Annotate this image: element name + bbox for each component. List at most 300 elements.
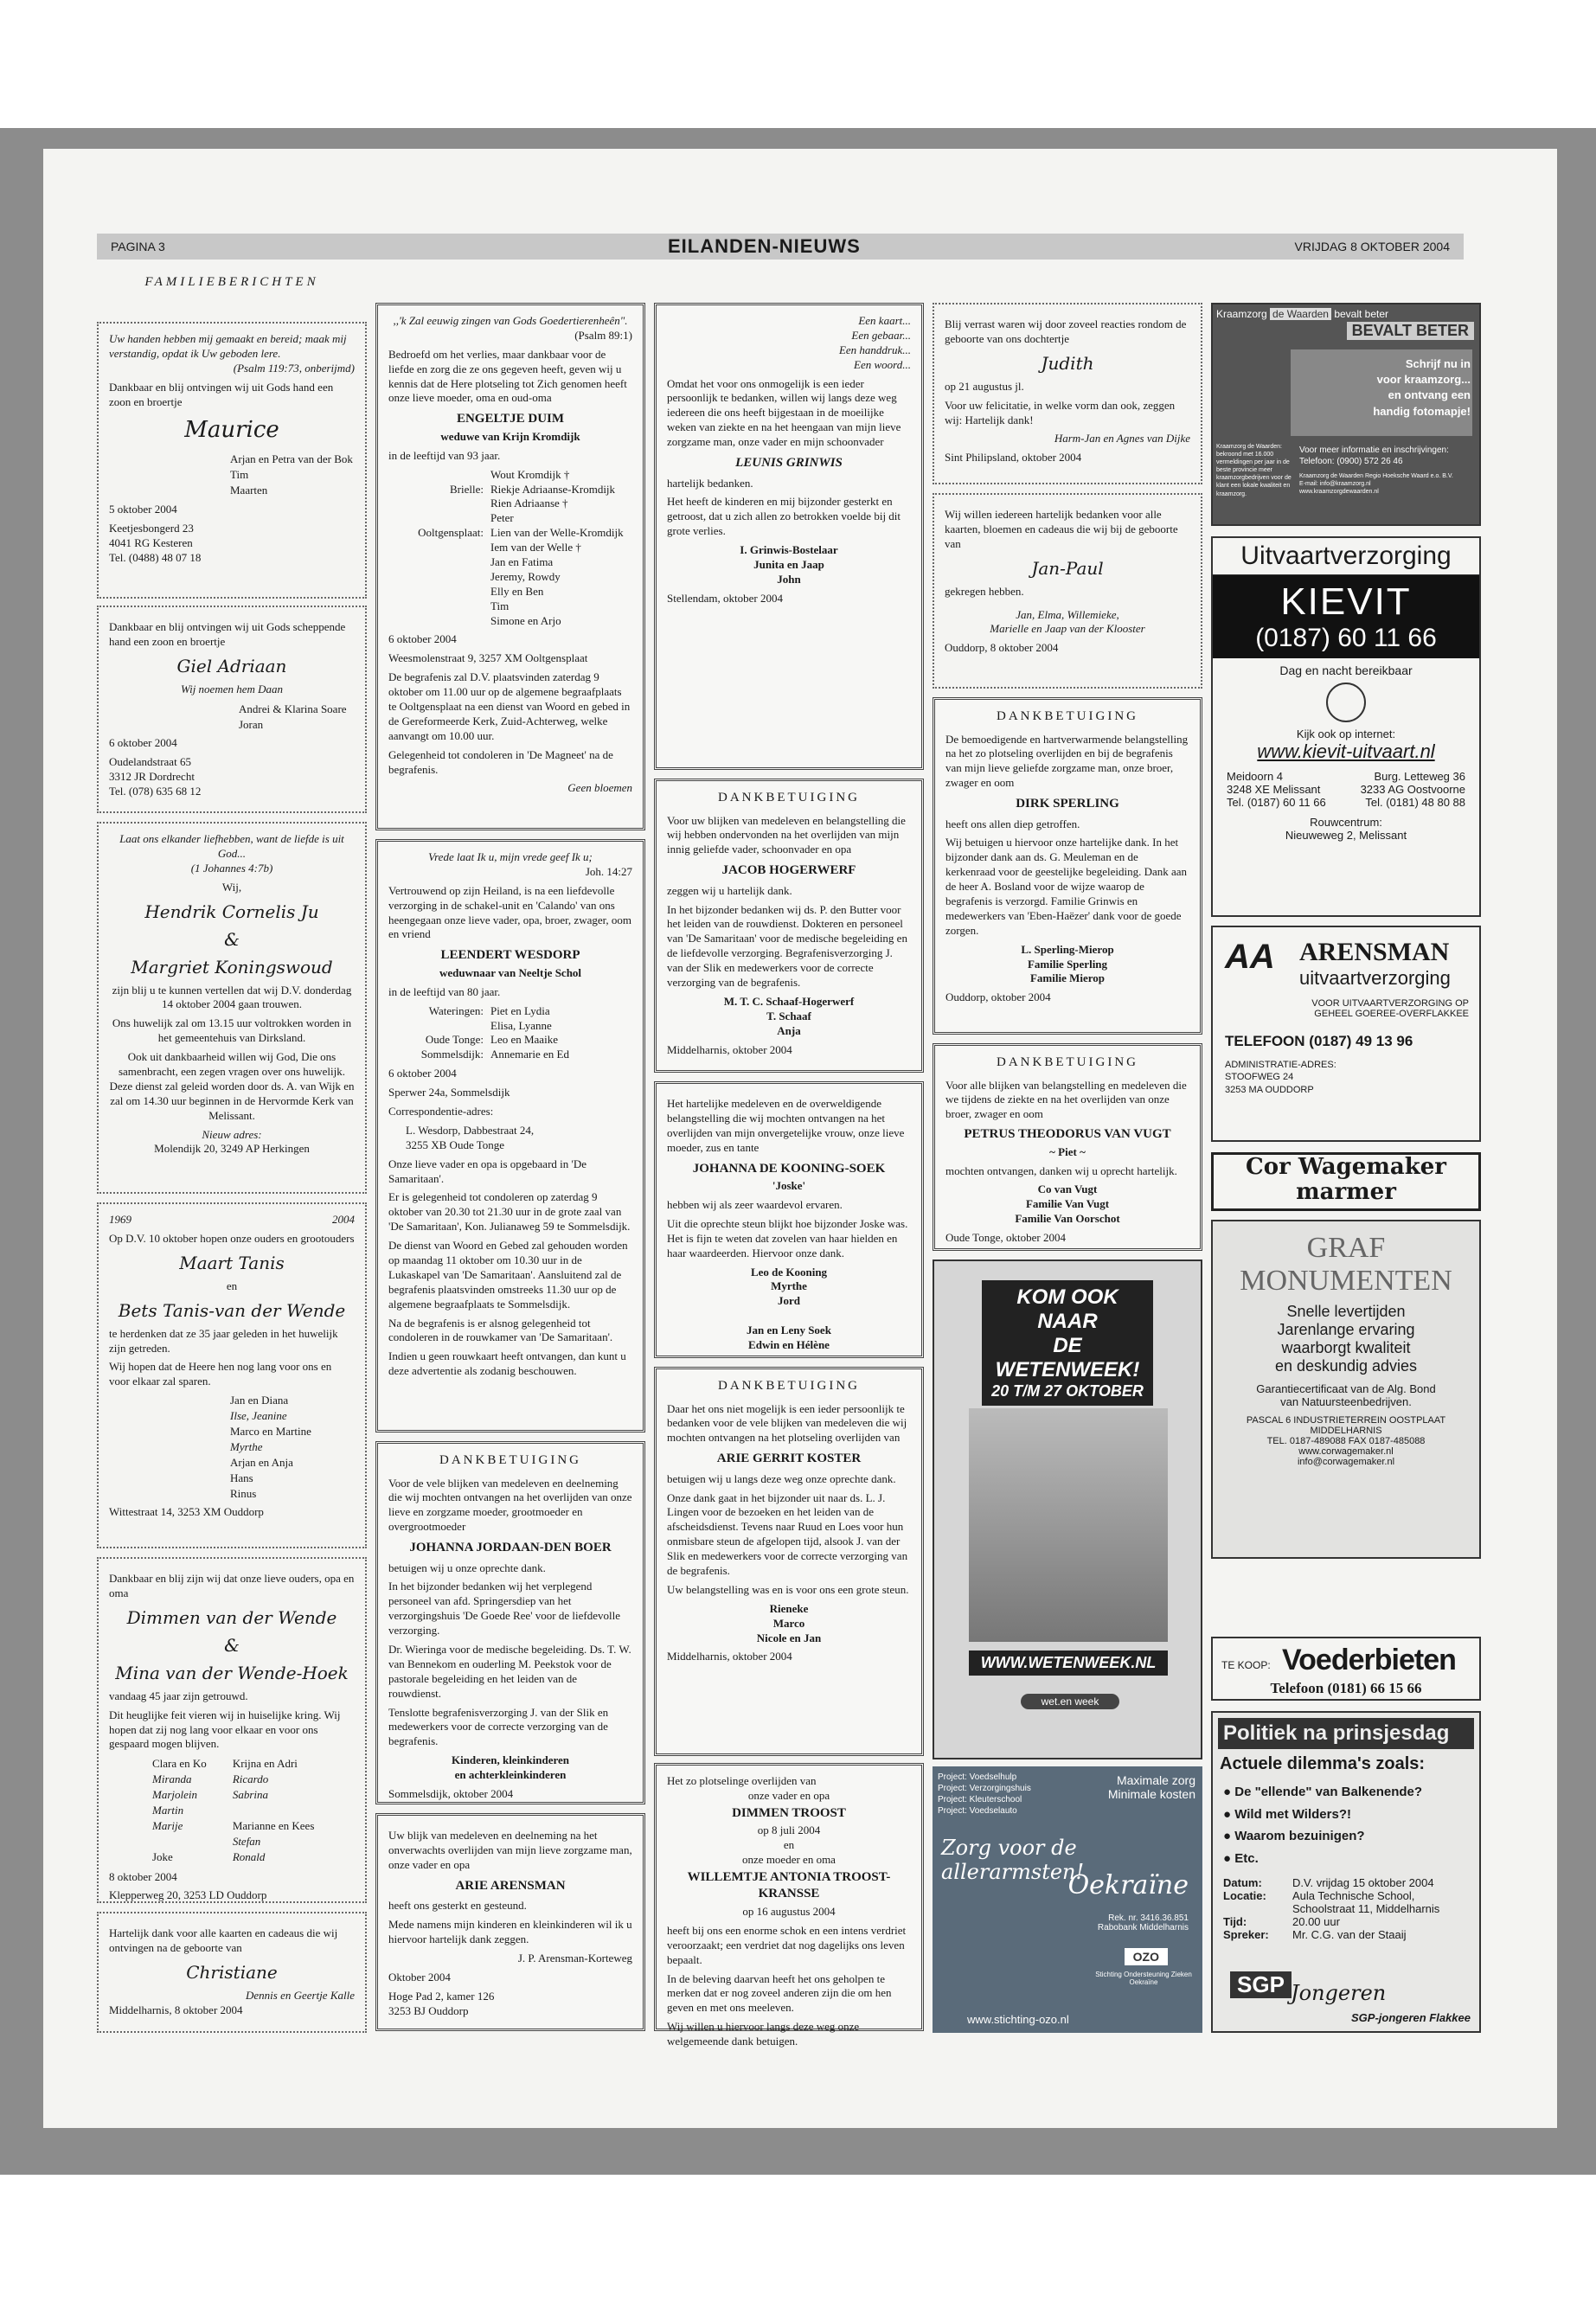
family-place (388, 570, 490, 585)
arensman-address (1225, 1059, 1336, 1096)
arensman-tel: TELEFOON (0187) 49 13 96 (1225, 1033, 1413, 1049)
address-line: Tel. (078) 635 68 12 (109, 785, 202, 798)
conjunction: en (783, 1838, 795, 1852)
bullet-icon: ● (1223, 1850, 1235, 1866)
ad-kraamzorg (1211, 303, 1481, 526)
notice-text: zeggen wij u hartelijk dank. (667, 883, 792, 897)
anniversary-notice-wende (97, 1557, 367, 1903)
family-row (388, 570, 632, 585)
graf-title: GRAF (1306, 1232, 1386, 1264)
kievit-name: KIEVIT (1280, 580, 1412, 623)
signature: I. Grinwis-Bostelaar (740, 543, 838, 557)
info-small: Kraamzorg de Waarden Regio Hoeksche Waard e.o. B.V. (1299, 473, 1453, 479)
deceased-name: ARIE ARENSMAN (455, 1878, 566, 1893)
arensman-name: ARENSMAN (1299, 938, 1450, 966)
family-member: Peter (490, 511, 514, 525)
sgp-details (1223, 1876, 1469, 1941)
nickname: 'Joske' (772, 1179, 806, 1193)
notice-text: heeft ons allen diep getroffen. (945, 817, 1080, 830)
notice-text: Het heeft de kinderen en mij bijzonder gesterkt en getroost, dat u zich allen zo betrokken voelde bij dit grote verlies. (667, 495, 901, 538)
notice-title: DANKBETUIGING (439, 1453, 581, 1467)
address-line: Burg. Letteweg 36 (1374, 770, 1465, 783)
kievit-rouw-addr: Nieuweweg 2, Melissant (1285, 829, 1407, 842)
deceased-sub: weduwnaar van Neeltje Schol (439, 965, 582, 979)
family-member: Wout Kromdijk † (490, 467, 570, 481)
sgp-detail-row (1223, 1902, 1469, 1915)
family-list (230, 1394, 355, 1501)
info-web: www.kraamzorgdewaarden.nl (1299, 489, 1379, 496)
info-line: Voor meer informatie en inschrijvingen: (1299, 445, 1449, 455)
detail-value: Schoolstraat 11, Middelharnis (1292, 1902, 1440, 1915)
notice-text: hartelijk bedanken. (667, 476, 753, 490)
bible-ref: (1 Johannes 4:7b) (190, 861, 273, 875)
graf-tag: waarborgt kwaliteit (1281, 1339, 1411, 1356)
family-grid (152, 1756, 355, 1865)
notice-footer: Middelharnis, oktober 2004 (667, 1650, 792, 1663)
slogan-line: Maximale zorg (1116, 1773, 1195, 1787)
family-member: Lien van der Welle-Kromdijk (490, 526, 624, 540)
kievit-phone: (0187) 60 11 66 (1255, 624, 1437, 652)
family-place (388, 555, 490, 570)
family-member: Stefan (232, 1834, 261, 1848)
notice-text: Uit die oprechte steun blijkt hoe bijzonder Joske was. Het is fijn te weten dat zovelen van haar hielden en haar waardeerden. Hiervoor onze dank. (667, 1216, 908, 1259)
sgp-item (1223, 1825, 1469, 1848)
notice-text: Na de begrafenis is er alsnog gelegenheid tot condoleren in de rouwkamer van 'De Samaritaan'. (388, 1316, 613, 1344)
family-member: Marco en Martine (230, 1425, 311, 1439)
notice-text: Indien u geen rouwkaart heeft ontvangen, dan kunt u deze advertentie als zodanig beschouwen. (388, 1349, 626, 1378)
sgp-item (1223, 1781, 1469, 1804)
notice-text: betuigen wij u langs deze weg onze oprechte dank. (667, 1471, 896, 1485)
notice-text: Dit heuglijke feit vieren wij in huiselijke kring. Wij hopen dat zij nog lang voor elkaar en voor ons gespaard mogen blijven. (109, 1708, 341, 1751)
family-place: Oude Tonge: (425, 1033, 484, 1047)
notice-text: Voor uw blijken van medeleven en belangstelling die wij hebben ondervonden na het overlijden van mijn innig geliefde vader, schoonvader en opa (667, 813, 906, 856)
family-list (230, 452, 355, 498)
notice-intro: Hartelijk dank voor alle kaarten en cadeaus die wij ontvingen na de geboorte van (109, 1926, 338, 1954)
address-line: Keetjesbongerd 23 (109, 521, 194, 535)
signature: Marco (772, 1616, 805, 1630)
family-member (233, 1804, 315, 1818)
sgp-detail-row (1223, 1915, 1469, 1928)
notice-footer: Sint Philipsland, oktober 2004 (945, 451, 1082, 465)
family-member: Krijna en Adri (232, 1757, 298, 1771)
detail-label: Spreker: (1223, 1928, 1269, 1941)
notice-footer: Ouddorp, oktober 2004 (945, 990, 1051, 1004)
info-email: E-mail: info@kraamzorg.nl (1299, 481, 1371, 488)
detail-value: Aula Technische School, (1292, 1889, 1415, 1902)
ozo-bullets (938, 1772, 1031, 1817)
graf-subtitle: MONUMENTEN (1240, 1265, 1452, 1297)
notice-text: betuigen wij u onze oprechte dank. (388, 1561, 546, 1574)
signature: Anja (777, 1023, 801, 1037)
bullet-icon: ● (1223, 1806, 1235, 1822)
notice-date: op 8 juli 2004 (757, 1823, 821, 1837)
years (109, 1213, 355, 1227)
deceased-name: PETRUS THEODORUS VAN VUGT (964, 1127, 1171, 1142)
family-row (388, 1019, 632, 1034)
notice-text: Wij willen iedereen hartelijk bedanken voor alle kaarten, bloemen en cadeaus die wij bij de geboorte van (945, 508, 1178, 550)
wedding-notice (97, 822, 367, 1194)
thanks-notice-kooning (654, 1081, 924, 1358)
ad-sgp-jongeren (1211, 1711, 1481, 2033)
voeder-prefix: TE KOOP: (1221, 1659, 1271, 1671)
notice-text: Voor alle blijken van belangstelling en medeleven die we tijdens de ziekte en na het overlijden van onze broer, zwager en oom (945, 1078, 1187, 1121)
ampersand: & (224, 1634, 240, 1656)
issue-date: VRIJDAG 8 OKTOBER 2004 (1294, 240, 1450, 253)
family-member: Hans (230, 1471, 253, 1484)
notice-intro: Dankbaar en blij ontvingen wij uit Gods hand een zoon en broertje (109, 380, 334, 408)
family-place: Wateringen: (428, 1003, 484, 1017)
sgp-item (1223, 1804, 1469, 1826)
signature: Jan en Leny Soek (747, 1324, 831, 1337)
notice-text: Voor de vele blijken van medeleven en deelneming die wij mochten ontvangen na het overlijden van onze lieve en zorgzame moeder, grootmoeder en overgrootmoeder (388, 1476, 632, 1534)
bank-name: Rabobank Middelharnis (1097, 1923, 1189, 1932)
notice-address: Weesmolenstraat 9, 3257 XM Ooltgensplaat (388, 651, 588, 665)
family-place (388, 585, 490, 599)
family-member: Ronald (232, 1849, 266, 1863)
notice-footer: Sommelsdijk, oktober 2004 (388, 1787, 514, 1801)
notice-date: 8 oktober 2004 (109, 1869, 177, 1883)
notice-text: vandaag 45 jaar zijn getrouwd. (109, 1689, 248, 1702)
deceased-name: LEUNIS GRINWIS (735, 456, 843, 471)
quote-line: Een woord... (854, 357, 911, 371)
detail-value: 20.00 uur (1292, 1915, 1340, 1928)
family-member: Arjan en Anja (230, 1455, 293, 1469)
bride-name: Margriet Koningswoud (131, 956, 333, 977)
signature: M. T. C. Schaaf-Hogerwerf (723, 994, 855, 1008)
family-member: Marije (152, 1818, 183, 1832)
sgp-detail-row (1223, 1876, 1469, 1889)
notice-text: Wij betuigen u hiervoor onze hartelijke dank. In het bijzonder dank aan ds. G. Meuleman en de kerkenraad voor de geestelijke begeleiding. Dank aan de heer A. Bosland voor de wijze waarop de begrafenis is verzorgd. Familie Grinwis en medewerkers van 'Eben-Haëzer' dank voor de goede zorgen. (945, 836, 1188, 937)
address-line: 3233 AG Oostvoorne (1360, 783, 1465, 796)
family-member: Sabrina (232, 1788, 268, 1802)
notice-text: Mede namens mijn kinderen en kleinkinderen wil ik u hiervoor hartelijk dank zeggen. (388, 1918, 632, 1945)
newspaper-page (43, 149, 1557, 2128)
bank-account: Rek. nr. 3416.36.851 (1108, 1913, 1189, 1923)
kraamzorg-cta (1373, 356, 1471, 420)
address-line: Tel. (0181) 48 80 88 (1365, 796, 1465, 809)
family-member: Tim (490, 599, 510, 612)
family-row (388, 585, 632, 599)
address-line: 3253 BJ Ouddorp (388, 2003, 469, 2017)
graf-web[interactable]: www.corwagemaker.nl (1298, 1446, 1394, 1457)
deceased-name: JACOB HOGERWERF (721, 863, 856, 878)
ozo-url[interactable]: www.stichting-ozo.nl (967, 2013, 1069, 2026)
notice-date: 5 oktober 2004 (109, 502, 177, 516)
family-member: Andrei & Klarina Soare (239, 702, 347, 715)
notice-text: Wij hopen dat de Heere hen nog lang voor ons en voor elkaar zal sparen. (109, 1360, 332, 1388)
graf-tag: en deskundig advies (1274, 1357, 1418, 1375)
notice-text: De bemoedigende en hartverwarmende belangstelling na het zo plotseling overlijden en bij de begrafenis van mijn lieve geliefde zorgzame man, onze broer, zwager en oom (945, 732, 1189, 790)
arensman-tagline (1311, 998, 1469, 1019)
thanks-notice-christiane (97, 1912, 367, 2033)
family-member: Rinus (230, 1486, 257, 1500)
family-line: Dennis en Geertje Kalle (246, 1988, 355, 2002)
kraamzorg-tagline: BEVALT BETER (1347, 322, 1474, 340)
ad-graf-monumenten (1211, 1220, 1481, 1559)
notice-intro: Op D.V. 10 oktober hopen onze ouders en grootouders (109, 1231, 355, 1245)
family-list (239, 702, 355, 733)
notice-text: Onze lieve vader en opa is opgebaard in 'De Samaritaan'. (388, 1157, 587, 1185)
column-1 (97, 270, 367, 290)
family-place: Brielle: (450, 482, 484, 496)
signature: Leo de Kooning (750, 1265, 828, 1279)
family-member: Joke (152, 1849, 173, 1863)
sgp-subtitle: Actuele dilemma's zoals: (1220, 1754, 1426, 1773)
page-header (97, 234, 1464, 260)
signature: T. Schaaf (766, 1009, 811, 1022)
ampersand: & (224, 928, 240, 950)
family-member: Myrthe (230, 1439, 263, 1453)
family-right (233, 1756, 315, 1865)
baby-name: Jan-Paul (1031, 557, 1104, 579)
notice-date: 6 oktober 2004 (388, 1067, 457, 1080)
notice-address: Wittestraat 14, 3253 XM Ouddorp (109, 1505, 264, 1519)
bible-ref: (Psalm 119:73, onberijmd) (233, 361, 355, 375)
family-member: Maarten (230, 484, 268, 497)
graf-city: MIDDELHARNIS (1310, 1426, 1382, 1436)
notice-date: 6 oktober 2004 (109, 736, 177, 750)
family-member: Joran (239, 717, 264, 731)
baby-name: Judith (1041, 352, 1094, 374)
family-member: Miranda (152, 1772, 192, 1786)
bible-quote: Uw handen hebben mij gemaakt en bereid; maak mij verstandig, opdat ik Uw geboden lere. (109, 332, 347, 360)
sgp-title: Politiek na prinsjesdag (1218, 1718, 1474, 1749)
notice-text: mochten ontvangen, danken wij u oprecht hartelijk. (945, 1163, 1177, 1177)
baby-name: Giel Adriaan (176, 655, 287, 676)
banner-line: KOM OOK NAAR (1016, 1285, 1118, 1333)
deceased-name: ARIE GERRIT KOSTER (716, 1452, 862, 1466)
family-row (388, 555, 632, 570)
brand-tag: bevalt beter (1334, 308, 1389, 320)
address-label: ADMINISTRATIE-ADRES: (1225, 1060, 1336, 1070)
detail-label: Tijd: (1223, 1915, 1247, 1928)
notice-note: Geen bloemen (567, 781, 632, 795)
signature: L. Sperling-Mierop (1021, 942, 1114, 956)
deceased-sub: weduwe van Krijn Kromdijk (440, 429, 580, 443)
family-member: Jeremy, Rowdy (490, 569, 561, 583)
graf-tag: Jarenlange ervaring (1277, 1321, 1415, 1338)
sgp-items (1223, 1781, 1469, 1869)
family-place (388, 614, 490, 629)
bible-quote: Laat ons elkander liefhebben, want de liefde is uit God... (119, 832, 344, 860)
corr-line: 3255 XB Oude Tonge (406, 1138, 505, 1151)
notice-text: Uw blijk van medeleven en deelneming na het onverwachts overlijden van mijn lieve zorgzame man, onze vader en opa (388, 1829, 632, 1871)
wedding-text: Ons huwelijk zal om 13.15 uur voltrokken worden in het gemeentehuis van Dirksland. (112, 1016, 352, 1045)
notice-text: Het hartelijke medeleven en de overweldigende belangstelling die wij mochten ontvangen na het overlijden van mijn onvergetelijke vrouw, onze lieve moeder, zus en tante (667, 1097, 905, 1154)
notice-text: Voor uw felicitatie, in welke vorm dan ook, zeggen wij: Hartelijk dank! (945, 398, 1176, 426)
address-line: Tel. (0488) 48 07 18 (109, 550, 202, 564)
brand-word: Kraamzorg (1216, 308, 1267, 320)
notice-text: In het bijzonder bedanken wij ds. P. den Butter voor het leiden van de rouwdienst. Dokteren en personeel van 'De Samaritaan' voor de medische begeleiding en de liefdevolle verzorging. Begrafenisverzorging J. van der Slik en medewerkers voor de correcte verzorging van de begrafenis. (667, 902, 907, 990)
bible-ref: Joh. 14:27 (585, 864, 632, 878)
family-row (388, 541, 632, 555)
family-place (388, 1019, 490, 1034)
ozo-headline: Zorg voor de allerarmsten! (941, 1836, 1085, 1884)
notice-footer: Stellendam, oktober 2004 (667, 591, 783, 605)
birth-notice-giel (97, 606, 367, 813)
new-address-label: Nieuw adres: (202, 1127, 262, 1141)
tag-line: VOOR UITVAARTVERZORGING OP (1311, 998, 1469, 1009)
bible-quote: Vrede laat Ik u, mijn vrede geef Ik u; (428, 850, 593, 863)
graf-email[interactable]: info@corwagemaker.nl (1297, 1457, 1395, 1467)
signature: Co van Vugt (1037, 1183, 1098, 1196)
notice-text: heeft ons gesterkt en gesteund. (388, 1899, 527, 1913)
ad-wagemaker-header (1211, 1152, 1481, 1211)
notice-date: 6 oktober 2004 (388, 632, 457, 646)
name-wife: Bets Tanis-van der Wende (118, 1299, 346, 1321)
notice-text: Onze dank gaat in het bijzonder uit naar ds. L. J. Lingen voor de bezoeken en het leiden van de afscheidsdienst. Tevens naar Ruud en Loes voor hun onmisbare steun de afgelopen tijd, alsook J. van der Slik en medewerkers voor de correcte verzorging van de begrafenis. (667, 1490, 908, 1578)
wagemaker-trade: marmer (1296, 1178, 1396, 1205)
notice-text: Vertrouwend op zijn Heiland, is na een liefdevolle verzorging in de schakel-unit en 'Calando' van ons heengegaan onze lieve vader, opa, broer, zwager, oom en vriend (388, 883, 632, 941)
ozo-country: Oekraïne (1067, 1870, 1189, 1900)
birth-notice-maurice (97, 322, 367, 599)
ozo-foundation: Stichting Ondersteuning Zieken Oekraïne (1095, 1971, 1192, 1986)
graf-tel: TEL. 0187-489088 FAX 0187-485088 (1266, 1436, 1426, 1446)
family-member: Simone en Arjo (490, 613, 561, 627)
graf-address: PASCAL 6 INDUSTRIETERREIN OOSTPLAAT (1246, 1415, 1446, 1426)
anniversary-notice-tanis (97, 1202, 367, 1548)
sgp-item (1223, 1848, 1469, 1870)
bullet-item: Project: Voedselhulp (938, 1772, 1017, 1782)
family-member: Tim (230, 468, 249, 482)
family-place: Ooltgensplaat: (418, 526, 484, 540)
notice-text: Blij verrast waren wij door zoveel reacties rondom de geboorte van ons dochtertje (945, 317, 1187, 345)
notice-date: op 21 augustus jl. (945, 379, 1024, 393)
family-place (388, 468, 490, 483)
year-start: 1969 (109, 1213, 131, 1226)
family-row (388, 497, 632, 511)
corr-line: L. Wesdorp, Dabbestraat 24, (406, 1123, 535, 1137)
signature: Nicole en Jan (756, 1631, 822, 1644)
family-row (388, 1004, 632, 1019)
thanks-notice-hogerwerf (654, 779, 924, 1073)
cta-line: en ontvang een (1388, 388, 1471, 402)
family-place: Sommelsdijk: (420, 1048, 484, 1061)
ozo-bank (1098, 1913, 1189, 1932)
quote-line: Een handdruk... (838, 343, 911, 356)
family-member: Annemarie en Ed (490, 1048, 569, 1061)
signature: Familie Van Oorschot (1015, 1212, 1120, 1226)
thanks-notice-arensman (375, 1813, 645, 2031)
thanks-notice-troost (654, 1763, 924, 2048)
signature: en achterkleinkinderen (454, 1768, 567, 1782)
sgp-item-text: De "ellende" van Balkenende? (1234, 1785, 1423, 1799)
signature (667, 1309, 911, 1324)
voeder-tel: Telefoon (0181) 66 15 66 (1270, 1680, 1422, 1696)
family-member: Iem van der Welle † (490, 541, 581, 554)
family-member: Clara en Ko (152, 1757, 207, 1771)
age-line: in de leeftijd van 93 jaar. (388, 448, 501, 462)
family-member: Piet en Lydia (490, 1003, 550, 1017)
family-row (388, 1048, 632, 1062)
ad-wetenweek (933, 1259, 1202, 1759)
signature: Familie Sperling (1027, 957, 1108, 971)
arensman-logo: AA (1225, 938, 1275, 976)
family-member: Rien Adriaanse † (490, 497, 568, 510)
deceased-name: JOHANNA JORDAAN-DEN BOER (409, 1541, 612, 1555)
scientist-photo (969, 1408, 1168, 1642)
ad-ozo (933, 1766, 1202, 2033)
notice-text: Daar het ons niet mogelijk is een ieder persoonlijk te bedanken voor de vele blijken van medeleven die wij mochten ontvangen na het plotseling overlijden van (667, 1401, 907, 1445)
graf-guarantee: Garantiecertificaat van de Alg. Bond (1256, 1382, 1436, 1395)
info-tel: Telefoon: (0900) 572 26 46 (1299, 457, 1403, 466)
notice-footer: Middelharnis, oktober 2004 (667, 1042, 792, 1056)
notice-intro: Dankbaar en blij zijn wij dat onze lieve ouders, opa en oma (109, 1572, 355, 1599)
family-row (388, 468, 632, 483)
notice-text: Er is gelegenheid tot condoleren op zaterdag 9 oktober van 20.30 tot 21.30 uur in de grote zaal van 'De Samaritaan', Kon. Julianaweg 59 te Sommelsdijk. (388, 1190, 631, 1234)
signature: John (777, 572, 801, 586)
family-left (152, 1756, 207, 1865)
arensman-sub: uitvaartverzorging (1299, 967, 1451, 989)
wedding-text: Ook uit dankbaarheid willen wij God, Die ons samenbracht, een zegen vragen over ons huwelijk. Deze dienst zal geleid worden door ds. A. van Wijk en zal om 14.30 uur beginnen in de Hervormde Kerk van Melissant. (109, 1050, 355, 1122)
bullet-item: Project: Kleuterschool (938, 1795, 1022, 1804)
family-list (388, 468, 632, 629)
signature: Myrthe (771, 1279, 807, 1293)
kievit-web[interactable]: www.kievit-uitvaart.nl (1257, 740, 1435, 762)
family-row (388, 483, 632, 497)
detail-label: Locatie: (1223, 1889, 1266, 1902)
sgp-footer: SGP-jongeren Flakkee (1351, 2011, 1471, 2024)
notice-title: DANKBETUIGING (718, 791, 860, 804)
family-list (388, 1004, 632, 1063)
ad-kievit (1211, 536, 1481, 917)
cta-line: Schrijf nu in (1405, 357, 1471, 370)
kievit-addresses (1213, 763, 1479, 809)
notice-text: Wij willen u hiervoor langs deze weg onze welgemeende dank betuigen. (667, 2020, 860, 2048)
deceased-name: DIRK SPERLING (1016, 797, 1119, 811)
baby-name: Christiane (186, 1961, 278, 1983)
kraamzorg-info (1299, 445, 1453, 496)
address-line: Oudelandstraat 65 (109, 755, 191, 769)
family-row (388, 526, 632, 541)
family-row (388, 614, 632, 629)
bullet-item: Project: Verzorgingshuis (938, 1784, 1031, 1793)
kievit-emblem-icon (1326, 683, 1366, 722)
notice-text: In het bijzonder bedanken wij het verplegend personeel van afd. Springersdiep van het verzorgingshuis 'De Goede Ree' voor de liefdevolle verzorging. (388, 1580, 620, 1638)
detail-label (1223, 1902, 1292, 1915)
bible-ref: (Psalm 89:1) (574, 328, 632, 342)
notice-text: te herdenken dat ze 35 jaar geleden in het huwelijk zijn getreden. (109, 1326, 338, 1355)
address-line: Tel. (0187) 60 11 66 (1227, 796, 1326, 809)
address-line: STOOFWEG 24 (1225, 1072, 1294, 1083)
notice-text: Bedroefd om het verlies, maar dankbaar voor de liefde en zorg die ze ons gegeven heeft, geven wij u kennis dat de Here plotseling tot Zich genomen heeft onze lieve moeder, oma en oud-oma (388, 347, 627, 405)
ad-voederbieten (1211, 1637, 1481, 1701)
notice-footer: Oude Tonge, oktober 2004 (945, 1231, 1066, 1245)
ad-arensman (1211, 926, 1481, 1142)
notice-text: gekregen hebben. (945, 584, 1024, 598)
address-line: 3248 XE Melissant (1227, 783, 1321, 796)
bible-quote: ,,'k Zal eeuwig zingen van Gods Goedertierenheên". (393, 314, 628, 327)
sgp-item-text: Wild met Wilders?! (1234, 1806, 1351, 1822)
wetenweek-url[interactable]: WWW.WETENWEEK.NL (969, 1650, 1168, 1676)
thanks-notice-judith (933, 303, 1202, 484)
notice-text: In de beleving daarvan heeft het ons geholpen te merken dat er nog zoveel anderen zijn die om hen geven en met ons meeleven. (667, 1971, 892, 2015)
notice-title: DANKBETUIGING (997, 709, 1138, 723)
signature: Rieneke (769, 1601, 809, 1615)
sgp-detail-row (1223, 1889, 1469, 1902)
notice-line: onze vader en opa (747, 1788, 830, 1802)
signature: J. P. Arensman-Korteweg (517, 1951, 632, 1965)
notice-line: onze moeder en oma (742, 1853, 836, 1867)
bullet-icon: ● (1223, 1829, 1235, 1843)
detail-label: Datum: (1223, 1876, 1262, 1889)
notice-text: Dr. Wieringa voor de medische begeleiding. Ds. T. W. van Bennekom en ouderling M. Peekstok voor de pastorale begeleiding en het leiden van de rouwdienst. (388, 1643, 631, 1700)
address-line: Meidoorn 4 (1227, 770, 1284, 783)
family-place (388, 599, 490, 614)
cta-line: voor kraamzorg... (1376, 373, 1471, 387)
deceased-name: JOHANNA DE KOONING-SOEK (692, 1161, 886, 1176)
nickname: ~ Piet ~ (1049, 1144, 1086, 1158)
